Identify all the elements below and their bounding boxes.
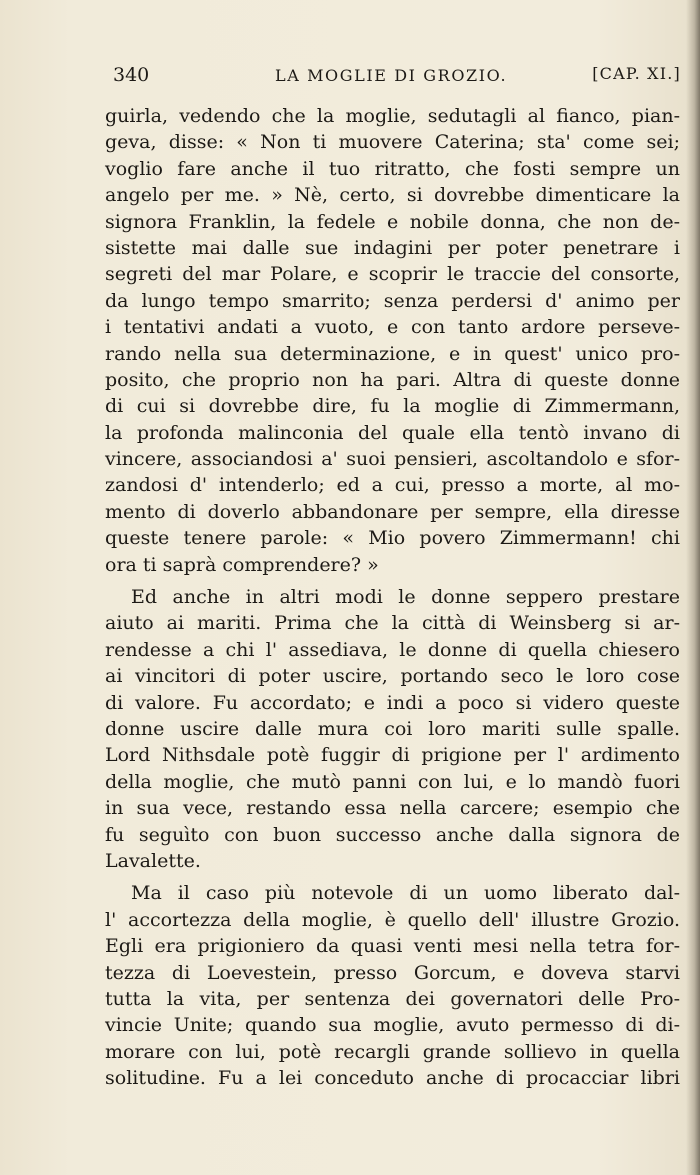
page-edge-shadow bbox=[686, 0, 700, 1175]
text-line: Egli era prigioniero da quasi venti mesi nella tetra for- bbox=[105, 935, 680, 958]
text-line: la profonda malinconia del quale ella tentò invano di bbox=[105, 421, 680, 444]
text-line: Lord Nithsdale potè fuggir di prigione per l' ardimento bbox=[105, 744, 680, 767]
text-line: sistette mai dalle sue indagini per poter penetrare i bbox=[105, 236, 680, 259]
running-title: LA MOGLIE DI GROZIO. bbox=[275, 66, 508, 85]
text-line: segreti del mar Polare, e scoprir le traccie del consorte, bbox=[105, 263, 680, 286]
text-line: geva, disse: « Non ti muovere Caterina; sta' come sei; bbox=[105, 131, 680, 154]
text-line: l' accortezza della moglie, è quello dell' illustre Grozio. bbox=[105, 908, 680, 931]
text-line: signora Franklin, la fedele e nobile donna, che non de- bbox=[105, 210, 680, 233]
text-line: fu seguìto con buon successo anche dalla signora de bbox=[105, 823, 680, 846]
text-line: aiuto ai mariti. Prima che la città di Weinsberg si ar- bbox=[105, 612, 680, 635]
text-line: tutta la vita, per sentenza dei governatori delle Pro- bbox=[105, 987, 680, 1010]
paragraph-3 bbox=[105, 880, 680, 1091]
text-line: di valore. Fu accordato; e indi a poco si videro queste bbox=[105, 691, 680, 714]
text-line: angelo per me. » Nè, certo, si dovrebbe dimenticare la bbox=[105, 184, 680, 207]
text-line: da lungo tempo smarrito; senza perdersi d' animo per bbox=[105, 289, 680, 312]
text-line: Ma il caso più notevole di un uomo liberato dal- bbox=[131, 882, 680, 905]
paragraph-1 bbox=[105, 103, 680, 578]
page-number: 340 bbox=[113, 64, 150, 86]
text-line: mento di doverlo abbandonare per sempre, ella diresse bbox=[105, 500, 680, 523]
text-line: queste tenere parole: « Mio povero Zimmermann! chi bbox=[105, 527, 680, 550]
text-line: rando nella sua determinazione, e in quest' unico pro- bbox=[105, 342, 680, 365]
text-line: ai vincitori di poter uscire, portando seco le loro cose bbox=[105, 665, 680, 688]
text-line: donne uscire dalle mura coi loro mariti sulle spalle. bbox=[105, 717, 680, 740]
text-line: della moglie, che mutò panni con lui, e lo mandò fuori bbox=[105, 770, 680, 793]
text-line: guirla, vedendo che la moglie, sedutagli al fianco, pian- bbox=[105, 105, 680, 127]
chapter-reference: [CAP. XI.] bbox=[592, 64, 681, 83]
text-line: zandosi d' intenderlo; ed a cui, presso a morte, al mo- bbox=[105, 474, 680, 497]
text-line: solitudine. Fu a lei conceduto anche di procacciar libri bbox=[105, 1067, 680, 1090]
text-line: ora ti saprà comprendere? » bbox=[105, 553, 379, 576]
running-header bbox=[113, 64, 681, 94]
text-line: vincie Unite; quando sua moglie, avuto permesso di di- bbox=[105, 1014, 680, 1037]
text-line: Ed anche in altri modi le donne seppero prestare bbox=[131, 586, 680, 609]
text-line: tezza di Loevestein, presso Gorcum, e doveva starvi bbox=[105, 961, 680, 984]
text-line: di cui si dovrebbe dire, fu la moglie di Zimmermann, bbox=[105, 395, 680, 418]
text-line: Lavalette. bbox=[105, 849, 201, 872]
paragraph-2 bbox=[105, 584, 680, 874]
text-line: vincere, associandosi a' suoi pensieri, ascoltandolo e sfor- bbox=[105, 448, 680, 471]
text-line: voglio fare anche il tuo ritratto, che fosti sempre un bbox=[105, 157, 680, 180]
text-line: in sua vece, restando essa nella carcere; esempio che bbox=[105, 797, 680, 820]
text-line: rendesse a chi l' assediava, le donne di quella chiesero bbox=[105, 638, 680, 661]
text-line: i tentativi andati a vuoto, e con tanto ardore perseve- bbox=[105, 316, 680, 339]
text-line: morare con lui, potè recargli grande sollievo in quella bbox=[105, 1040, 680, 1063]
body-text bbox=[105, 103, 680, 1091]
text-line: posito, che proprio non ha pari. Altra di queste donne bbox=[105, 368, 680, 391]
